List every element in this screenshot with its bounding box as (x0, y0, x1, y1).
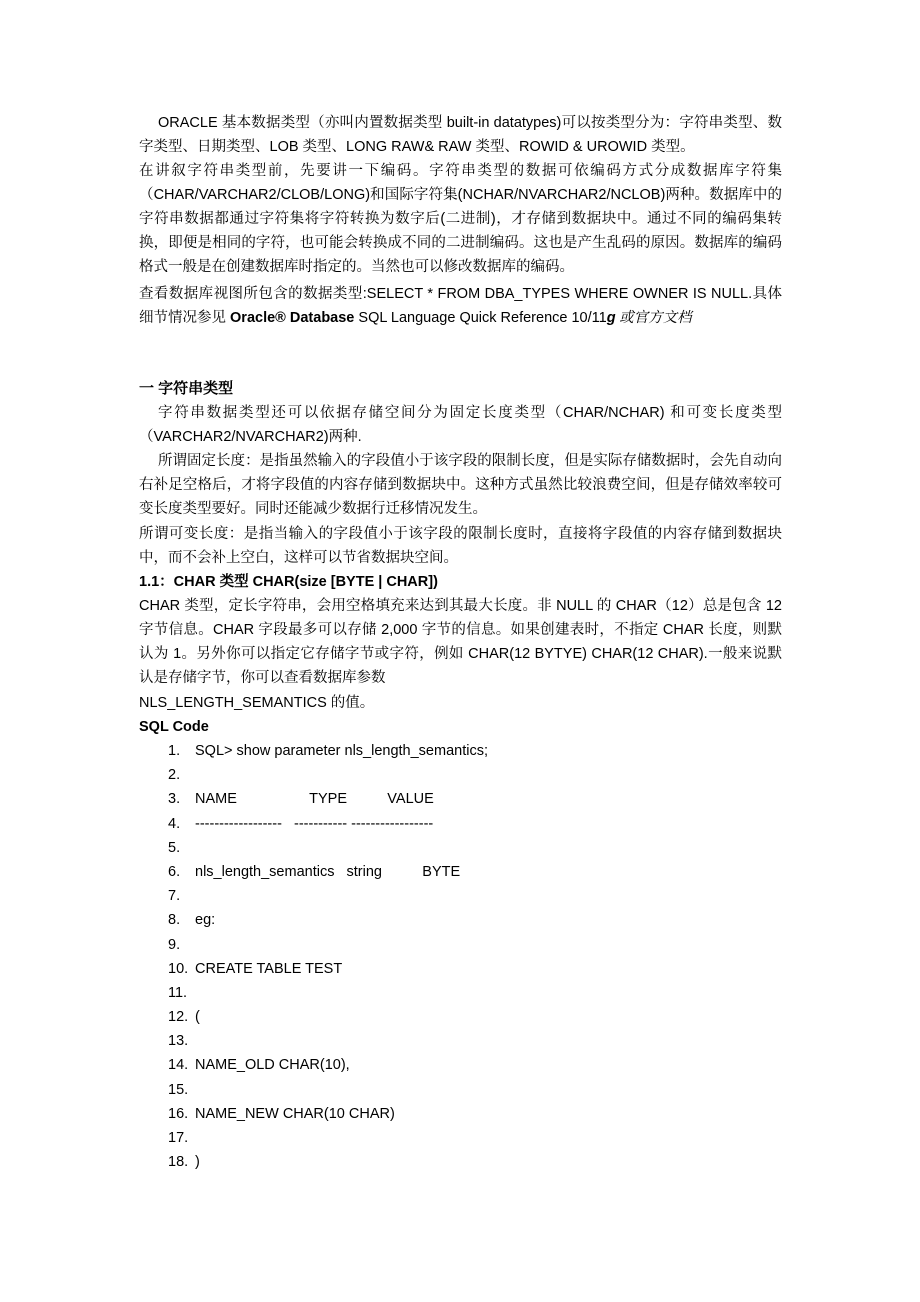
line-text: ) (195, 1154, 200, 1171)
section1-paragraph-2 (139, 449, 782, 521)
code-line (168, 836, 768, 860)
char-text-2: NLS_LENGTH_SEMANTICS 的值。 (139, 695, 375, 711)
section1-paragraph-1 (139, 401, 782, 449)
version-suffix-g: g (606, 310, 616, 326)
line-number: 14. (168, 1057, 189, 1074)
code-line (168, 812, 768, 836)
official-docs-text: 或官方文档 (615, 310, 692, 326)
intro-paragraph-3 (139, 282, 782, 330)
section1-paragraph-3 (139, 522, 782, 570)
sql-code-listing (168, 739, 768, 1174)
line-number: 18. (168, 1154, 189, 1171)
code-line (168, 1053, 768, 1077)
line-number: 9. (168, 936, 181, 953)
line-number: 16. (168, 1105, 189, 1122)
line-text: SQL> show parameter nls_length_semantics; (195, 743, 488, 759)
line-number: 3. (168, 791, 181, 808)
line-number: 17. (168, 1130, 189, 1146)
line-text: eg: (195, 912, 216, 929)
intro-paragraph-2 (139, 159, 782, 279)
line-text: nls_length_semantics string BYTE (195, 863, 461, 880)
code-line (168, 1029, 768, 1053)
char-paragraph-1 (139, 594, 782, 690)
code-line (168, 1150, 768, 1174)
line-number: 6. (168, 863, 181, 880)
line-number: 1. (168, 743, 181, 759)
code-line (168, 1005, 768, 1029)
line-text: ------------------ ----------- ----------------- (195, 815, 434, 832)
line-number: 11. (168, 984, 188, 1001)
line-number: 13. (168, 1033, 189, 1050)
line-text: NAME_OLD CHAR(10), (195, 1057, 350, 1074)
code-line (168, 1102, 768, 1126)
line-text: NAME_NEW CHAR(10 CHAR) (195, 1105, 395, 1122)
oracle-database-bold: Oracle® Database (230, 310, 355, 326)
intro-text-3a: 查看数据库视图所包含的数据类型:SELECT * FROM DBA_TYPES WHERE OWNER IS NULL.具体细节情况参见 (139, 286, 782, 326)
line-number: 15. (168, 1081, 189, 1098)
code-line (168, 787, 768, 811)
intro-text-3b: SQL Language Quick Reference 10/11 (354, 310, 607, 326)
code-line (168, 981, 768, 1005)
code-line (168, 1126, 768, 1150)
section1-text-2: 所谓固定长度：是指虽然输入的字段值小于该字段的限制长度，但是实际存储数据时，会先自动向右补足空格后，才将字段值的内容存储到数据块中。这种方式虽然比较浪费空间，但是存储效率较可变长度类型要好。同时还能减少数据行迁移情况发生。 (139, 453, 782, 517)
line-number: 12. (168, 1009, 189, 1026)
code-line (168, 933, 768, 957)
line-number: 2. (168, 767, 181, 784)
line-text: NAME TYPE VALUE (195, 791, 434, 808)
line-number: 4. (168, 815, 181, 832)
section1-text-3: 所谓可变长度：是指当输入的字段值小于该字段的限制长度时，直接将字段值的内容存储到数据块中，而不会补上空白，这样可以节省数据块空间。 (139, 526, 782, 566)
line-number: 10. (168, 960, 189, 977)
char-text-1: CHAR 类型，定长字符串，会用空格填充来达到其最大长度。非 NULL 的 CHAR（12）总是包含 12 字节信息。CHAR 字段最多可以存储 2,000 字节的信息。如果创建表时，不指定 CHAR 长度，则默认为 1。另外你可以指定它存储字节或字符，例如 CHAR(12 BYTYE) CHAR(12 CHAR).一般来说默认是存储字节，你可以查看数据库参数 (139, 598, 782, 686)
intro-text-2: 在讲叙字符串类型前，先要讲一下编码。字符串类型的数据可依编码方式分成数据库字符集（CHAR/VARCHAR2/CLOB/LONG)和国际字符集(NCHAR/NVARCHAR2/NCLOB)两种。数据库中的字符串数据都通过字符集将字符转换为数字后(二进制)，才存储到数据块中。通过不同的编码集转换，即便是相同的字符，也可能会转换成不同的二进制编码。这也是产生乱码的原因。数据库的编码格式一般是在创建数据库时指定的。当然也可以修改数据库的编码。 (139, 163, 782, 275)
line-text: ( (195, 1009, 200, 1026)
line-number: 7. (168, 888, 181, 905)
line-text: CREATE TABLE TEST (195, 960, 343, 977)
line-number: 8. (168, 912, 181, 929)
code-line (168, 763, 768, 787)
section-heading-string-types: 一 字符串类型 (139, 380, 234, 397)
code-line (168, 1078, 768, 1102)
code-line (168, 908, 768, 932)
code-line (168, 739, 768, 763)
intro-text-1: ORACLE 基本数据类型（亦叫内置数据类型 built-in datatypes)可以按类型分为：字符串类型、数字类型、日期类型、LOB 类型、LONG RAW& RAW 类型、ROWID & UROWID 类型。 (139, 115, 782, 155)
intro-paragraph-1 (139, 111, 782, 159)
subsection-heading-char: 1.1：CHAR 类型 CHAR(size [BYTE | CHAR]) (139, 574, 438, 590)
line-number: 5. (168, 839, 181, 856)
code-line (168, 884, 768, 908)
char-paragraph-2 (139, 691, 782, 715)
code-line (168, 957, 768, 981)
section1-text-1: 字符串数据类型还可以依据存储空间分为固定长度类型（CHAR/NCHAR) 和可变长度类型（VARCHAR2/NVARCHAR2)两种. (139, 405, 782, 445)
sql-code-label: SQL Code (139, 719, 209, 735)
code-line (168, 860, 768, 884)
